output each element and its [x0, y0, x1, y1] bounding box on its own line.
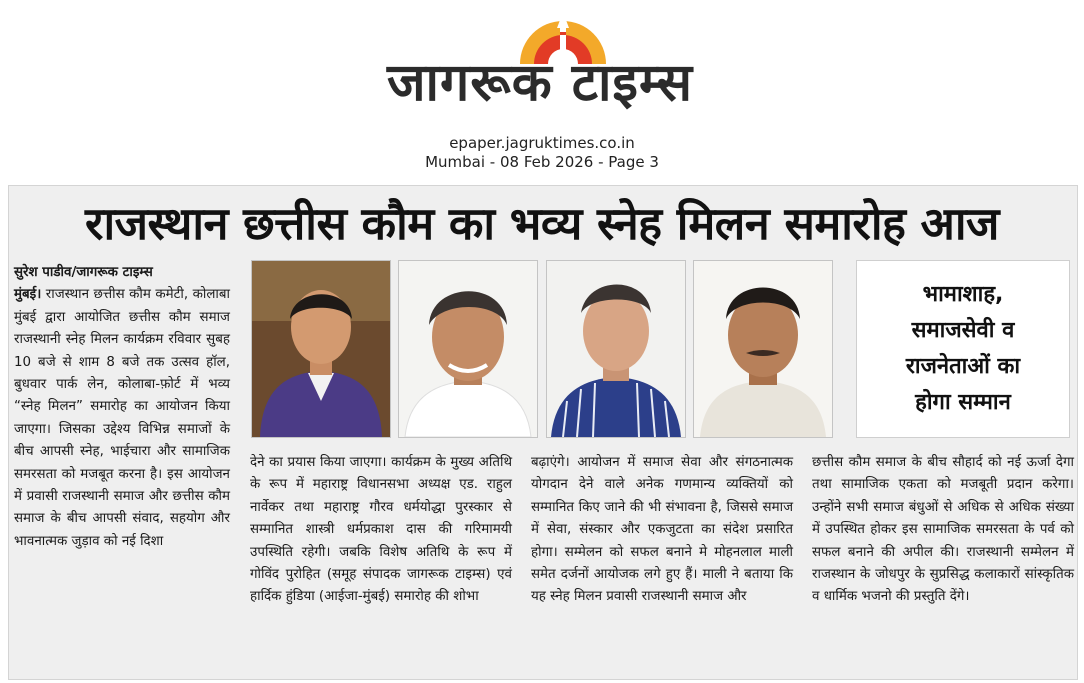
photo-guest-1	[251, 260, 391, 438]
photo-guest-3	[546, 260, 686, 438]
photo-guest-2	[398, 260, 538, 438]
photo-guest-4	[693, 260, 833, 438]
masthead-logo[interactable]	[350, 8, 730, 112]
article-column-1	[14, 262, 230, 553]
highlight-line-4: होगा सम्मान	[915, 390, 1011, 415]
edition-info: Mumbai - 08 Feb 2026 - Page 3	[425, 153, 659, 171]
article-headline: राजस्थान छत्तीस कौम का भव्य स्नेह मिलन समारोह आज	[85, 197, 999, 250]
article-column-3: बढ़ाएंगे। आयोजन में समाज सेवा और संगठनात्मक योगदान देने वाले अनेक गणमान्य व्यक्तियों को सम्मानित किए जाने की भी संभावना है, जिससे समाज में सेवा, संस्कार और एकजुटता का संदेश प्रसारित होगा। सम्मेलन को सफल बनाने मे मोहनलाल माली समेत दर्जनों आयोजक लगे हुए हैं। माली ने बताया कि यह स्नेह मिलन प्रवासी राजस्थानी समाज और	[531, 455, 793, 605]
highlight-line-2: समाजसेवी व	[911, 318, 1015, 343]
highlight-line-1: भामाशाह,	[922, 282, 1004, 307]
epaper-url[interactable]: epaper.jagruktimes.co.in	[449, 134, 635, 152]
article-column-2: देने का प्रयास किया जाएगा। कार्यक्रम के मुख्य अतिथि के रूप में महाराष्ट्र विधानसभा अध्यक्ष एड. राहुल नार्वेकर तथा महाराष्ट्र गौरव धर्मयोद्धा पुरस्कार से सम्मानित शास्त्री धर्मप्रकाश दास की गरिमामयी उपस्थिति रहेगी। जबकि विशेष अतिथि के रूप में गोविंद पुरोहित (समूह संपादक जागरूक टाइम्स) एवं हार्दिक हुंडिया (आईजा-मुंबई) समारोह की शोभा	[250, 455, 512, 605]
article-column-4: छत्तीस कौम समाज के बीच सौहार्द को नई ऊर्जा देगा तथा सामाजिक एकता को मजबूती प्रदान करेगा। उन्होंने सभी समाज बंधुओं से अधिक से अधिक संख्या में उपस्थित होकर इस सामाजिक समरसता के पर्व को सफल बनाने की अपील की। राजस्थानी सम्मेलन में राजस्थान के जोधपुर के सुप्रसिद्ध कलाकारों सांस्कृतिक व धार्मिक भजनो की प्रस्तुति देंगे।	[812, 455, 1074, 605]
column-1-text: राजस्थान छत्तीस कौम कमेटी, कोलाबा मुंबई द्वारा आयोजित छत्तीस कौम समाज राजस्थानी स्नेह मिलन कार्यक्रम रविवार सुबह 10 बजे से शाम 8 बजे तक उत्सव हॉल, बुधवार पार्क लेन, कोलाबा-फ़ोर्ट में भव्य “स्नेह मिलन” समारोह का आयोजन किया जाएगा। जिसका उद्देश्य विभिन्न समाजों के बीच आपसी स्नेह, भाईचारा और सामाजिक समरसता को मजबूत करना है। इस आयोजन में प्रवासी राजस्थानी समाज और छत्तीस कौम समाज के बीच आपसी संवाद, सहयोग और भावनात्मक जुड़ाव को नई दिशा	[14, 287, 230, 549]
highlight-line-3: राजनेताओं का	[905, 354, 1021, 379]
byline: सुरेश पाडीव/जागरूक टाइम्स	[14, 265, 153, 280]
highlight-box	[856, 260, 1070, 438]
brand-name: जागरूक टाइम्स	[386, 53, 694, 113]
highlight-text	[863, 277, 1063, 421]
dateline: मुंबई।	[14, 287, 42, 303]
